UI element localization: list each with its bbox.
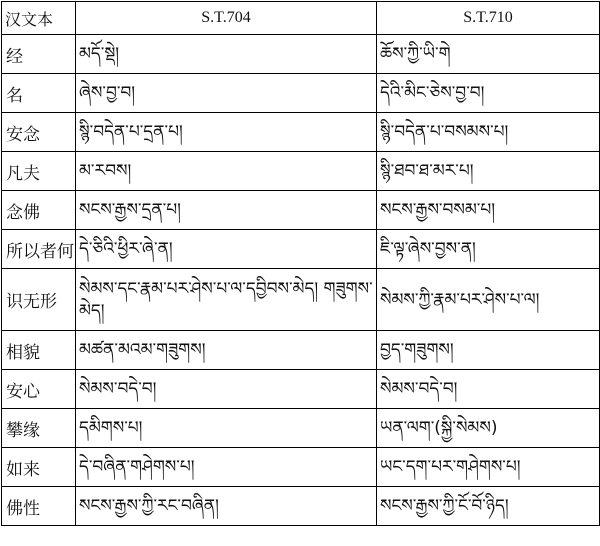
st704-term: དམིགས་པ།	[76, 409, 377, 448]
st704-term: དེ་བཞིན་གཤེགས་པ།	[76, 448, 377, 487]
table-row	[2, 487, 600, 526]
table-row	[2, 230, 600, 269]
chinese-term: 名	[2, 74, 76, 113]
chinese-term: 安心	[2, 370, 76, 409]
comparison-table	[1, 1, 600, 526]
st710-term: བྱད་གཟུགས།	[377, 331, 600, 370]
st710-term: ཡན་ལག་(སྐྱི་སེམས)	[377, 409, 600, 448]
chinese-term: 如来	[2, 448, 76, 487]
chinese-term: 相貌	[2, 331, 76, 370]
chinese-term: 所以者何	[2, 230, 76, 269]
table-row	[2, 409, 600, 448]
st710-term: སེམས་བདེ་བ།	[377, 370, 600, 409]
chinese-term: 识无形	[2, 269, 76, 331]
st710-term: སངས་རྒྱས་བསམ་པ།	[377, 191, 600, 230]
chinese-term: 安念	[2, 113, 76, 152]
chinese-term: 佛性	[2, 487, 76, 526]
table-row	[2, 35, 600, 74]
st704-term: མ་རབས།	[76, 152, 377, 191]
header-st704: S.T.704	[76, 2, 377, 35]
st704-term: མདོ་སྡེ།	[76, 35, 377, 74]
st710-term: སྙི་བདེན་པ་བསམས་པ།	[377, 113, 600, 152]
table-row	[2, 113, 600, 152]
chinese-term: 念佛	[2, 191, 76, 230]
st704-term: སེམས་དང་རྣམ་པར་ཤེས་པ་ལ་དབྱིབས་མེད། གཟུགས་མེད།	[76, 269, 377, 331]
st710-term: སངས་རྒྱས་ཀྱི་ངོ་བོ་ཉིད།	[377, 487, 600, 526]
st704-term: ཞེས་བྱ་བ།	[76, 74, 377, 113]
st704-term: སེམས་བདེ་བ།	[76, 370, 377, 409]
table-row	[2, 331, 600, 370]
chinese-term: 攀缘	[2, 409, 76, 448]
st704-term: མཚན་མའམ་གཟུགས།	[76, 331, 377, 370]
chinese-term: 经	[2, 35, 76, 74]
table-row	[2, 74, 600, 113]
header-st710: S.T.710	[377, 2, 600, 35]
table-row	[2, 269, 600, 331]
table-row	[2, 152, 600, 191]
st710-term: ཡང་དག་པར་གཤེགས་པ།	[377, 448, 600, 487]
st704-term: སངས་རྒྱས་ཀྱི་རང་བཞིན།	[76, 487, 377, 526]
st704-term: སྙི་བདེན་པ་དྲན་པ།	[76, 113, 377, 152]
st710-term: སེམས་ཀྱི་རྣམ་པར་ཤེས་པ་ལ།	[377, 269, 600, 331]
chinese-term: 凡夫	[2, 152, 76, 191]
st710-term: ཆོས་ཀྱི་ཡི་གེ	[377, 35, 600, 74]
table-row	[2, 370, 600, 409]
header-row	[2, 2, 600, 35]
table-row	[2, 448, 600, 487]
header-chinese-text: 汉文本	[2, 2, 76, 35]
st710-term: ཇི་ལྟ་ཞེས་བྱས་ན།	[377, 230, 600, 269]
st710-term: སྙི་ཐབ་ཐ་མར་པ།	[377, 152, 600, 191]
table-row	[2, 191, 600, 230]
st704-term: སངས་རྒྱས་དྲན་པ།	[76, 191, 377, 230]
st704-term: དེ་ཅིའི་ཕྱིར་ཞེ་ན།	[76, 230, 377, 269]
st710-term: དེའི་མིང་ཅེས་བྱ་བ།	[377, 74, 600, 113]
